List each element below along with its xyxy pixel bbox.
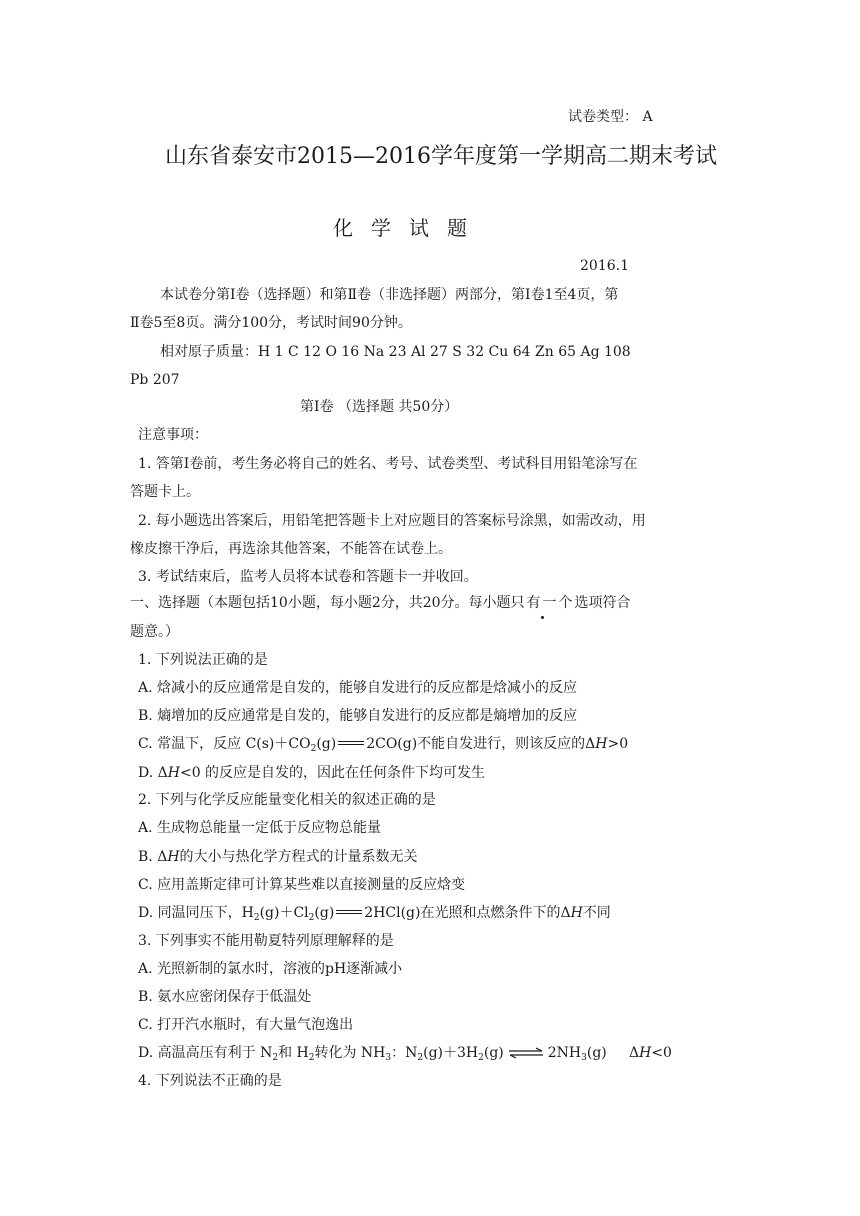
question-3-option-c: C. 打开汽水瓶时，有大量气泡逸出 — [138, 1017, 354, 1033]
q1c-sub: 2 — [310, 744, 317, 754]
q2d-sub-2: 2 — [308, 913, 315, 923]
question-1-option-a: A. 焓减小的反应通常是自发的，能够自发进行的反应都是焓减小的反应 — [138, 680, 578, 696]
q3d-text-8: (g) Δ — [586, 1045, 640, 1061]
q3d-text-5: (g)＋3H — [423, 1045, 479, 1061]
q1d-symbol-h: H — [167, 765, 180, 781]
q3d-text-2: 和 H — [278, 1045, 309, 1061]
atomic-mass-line-2: Pb 207 — [130, 372, 180, 388]
question-2-option-a: A. 生成物总能量一定低于反应物总能量 — [138, 820, 382, 836]
q2d-text-5: 不同 — [582, 905, 611, 921]
question-1-option-d — [138, 763, 485, 783]
q2d-text-2: (g)＋Cl — [259, 905, 309, 921]
question-2-option-c: C. 应用盖斯定律可计算某些难以直接测量的反应焓变 — [138, 877, 466, 893]
intro-line-1: 本试卷分第Ⅰ卷（选择题）和第Ⅱ卷（非选择题）两部分，第Ⅰ卷1至4页，第 — [160, 287, 619, 303]
equals-sign-icon — [336, 909, 362, 917]
part1-text-a: 一、选择题（本题包括10小题，每小题2分，共20分。每小题 — [130, 595, 511, 611]
q3d-text-7: 2NH — [547, 1045, 582, 1061]
note-2b: 橡皮擦干净后，再选涂其他答案，不能答在试卷上。 — [130, 541, 452, 557]
q3d-sub-2: 2 — [308, 1053, 315, 1063]
question-2: 2. 下列与化学反应能量变化相关的叙述正确的是 — [138, 792, 436, 808]
exam-title: 山东省泰安市2015—2016学年度第一学期高二期末考试 — [165, 144, 717, 169]
question-3: 3. 下列事实不能用勒夏特列原理解释的是 — [138, 933, 394, 949]
question-1-option-b: B. 熵增加的反应通常是自发的，能够自发进行的反应都是熵增加的反应 — [138, 708, 578, 724]
q3d-sub-3: 3 — [385, 1053, 392, 1063]
question-4: 4. 下列说法不正确的是 — [138, 1073, 282, 1089]
atomic-mass-line-1: 相对原子质量：H 1 C 12 O 16 Na 23 Al 27 S 32 Cu 64 Zn 65 Ag 108 — [160, 344, 631, 360]
q1c-text-2: (g) — [316, 736, 337, 752]
q1c-symbol-h: H — [595, 736, 608, 752]
q3d-symbol-h: H — [639, 1045, 652, 1061]
part1-instructions — [130, 593, 631, 613]
q3d-text-9: <0 — [651, 1045, 672, 1061]
part1-instructions-end: 题意。） — [130, 624, 179, 640]
q2d-text-4: 2HCl(g)在光照和点燃条件下的Δ — [364, 905, 571, 921]
section-heading: 第Ⅰ卷 （选择题 共50分） — [300, 399, 459, 415]
q1c-text-1: C. 常温下，反应 C(s)＋CO — [138, 736, 311, 752]
q2d-symbol-h: H — [570, 905, 583, 921]
exam-date: 2016.1 — [580, 258, 629, 274]
intro-line-2: Ⅱ卷5至8页。满分100分，考试时间90分钟。 — [130, 315, 412, 331]
note-1a: 1. 答第Ⅰ卷前，考生务必将自己的姓名、考号、试卷类型、考试科目用铅笔涂写在 — [138, 456, 638, 472]
question-3-option-b: B. 氨水应密闭保存于低温处 — [138, 989, 312, 1005]
q3d-text-4: ：N — [391, 1045, 418, 1061]
question-2-option-b — [138, 847, 418, 867]
q3d-sub-5: 2 — [478, 1053, 484, 1063]
q2b-symbol-h: H — [167, 849, 180, 865]
q3d-sub-6: 3 — [581, 1053, 587, 1063]
equals-sign-icon — [338, 740, 364, 748]
part1-text-b: 选项符合 — [574, 595, 631, 611]
notes-title: 注意事项： — [138, 427, 208, 443]
subject-title: 化学试题 — [333, 216, 485, 240]
q2b-text-2: 的大小与热化学方程式的计量系数无关 — [179, 849, 418, 865]
q2d-sub-1: 2 — [253, 913, 260, 923]
part1-emphasis: 只有一个 — [510, 595, 575, 611]
q3d-text-3: 转化为 NH — [314, 1045, 386, 1061]
q2d-text-3: (g) — [314, 905, 335, 921]
note-3: 3. 考试结束后，监考人员将本试卷和答题卡一并收回。 — [138, 569, 478, 585]
question-2-option-d — [138, 903, 611, 923]
note-2a: 2. 每小题选出答案后，用铅笔把答题卡上对应题目的答案标号涂黑，如需改动，用 — [138, 513, 646, 529]
q3d-sub-4: 2 — [417, 1053, 424, 1063]
q3d-sub-1: 2 — [272, 1053, 279, 1063]
question-1-option-c — [138, 734, 628, 754]
q3d-text-6: (g) — [483, 1045, 504, 1061]
paper-type: 试卷类型： A — [568, 109, 653, 125]
q1d-text-2: <0 的反应是自发的，因此在任何条件下均可发生 — [179, 765, 486, 781]
reversible-arrow-icon — [508, 1047, 544, 1059]
q2b-text-1: B. Δ — [138, 849, 168, 865]
q1d-text-1: D. Δ — [138, 765, 168, 781]
note-1b: 答题卡上。 — [130, 484, 200, 500]
q1c-text-4: >0 — [607, 736, 629, 752]
q1c-text-3: 2CO(g)不能自发进行，则该反应的Δ — [366, 736, 596, 752]
question-1: 1. 下列说法正确的是 — [138, 652, 268, 668]
q2d-text-1: D. 同温同压下，H — [138, 905, 254, 921]
question-3-option-a: A. 光照新制的氯水时，溶液的pH逐渐减小 — [138, 961, 403, 977]
q3d-text-1: D. 高温高压有利于 N — [138, 1045, 273, 1061]
question-3-option-d — [138, 1043, 672, 1063]
